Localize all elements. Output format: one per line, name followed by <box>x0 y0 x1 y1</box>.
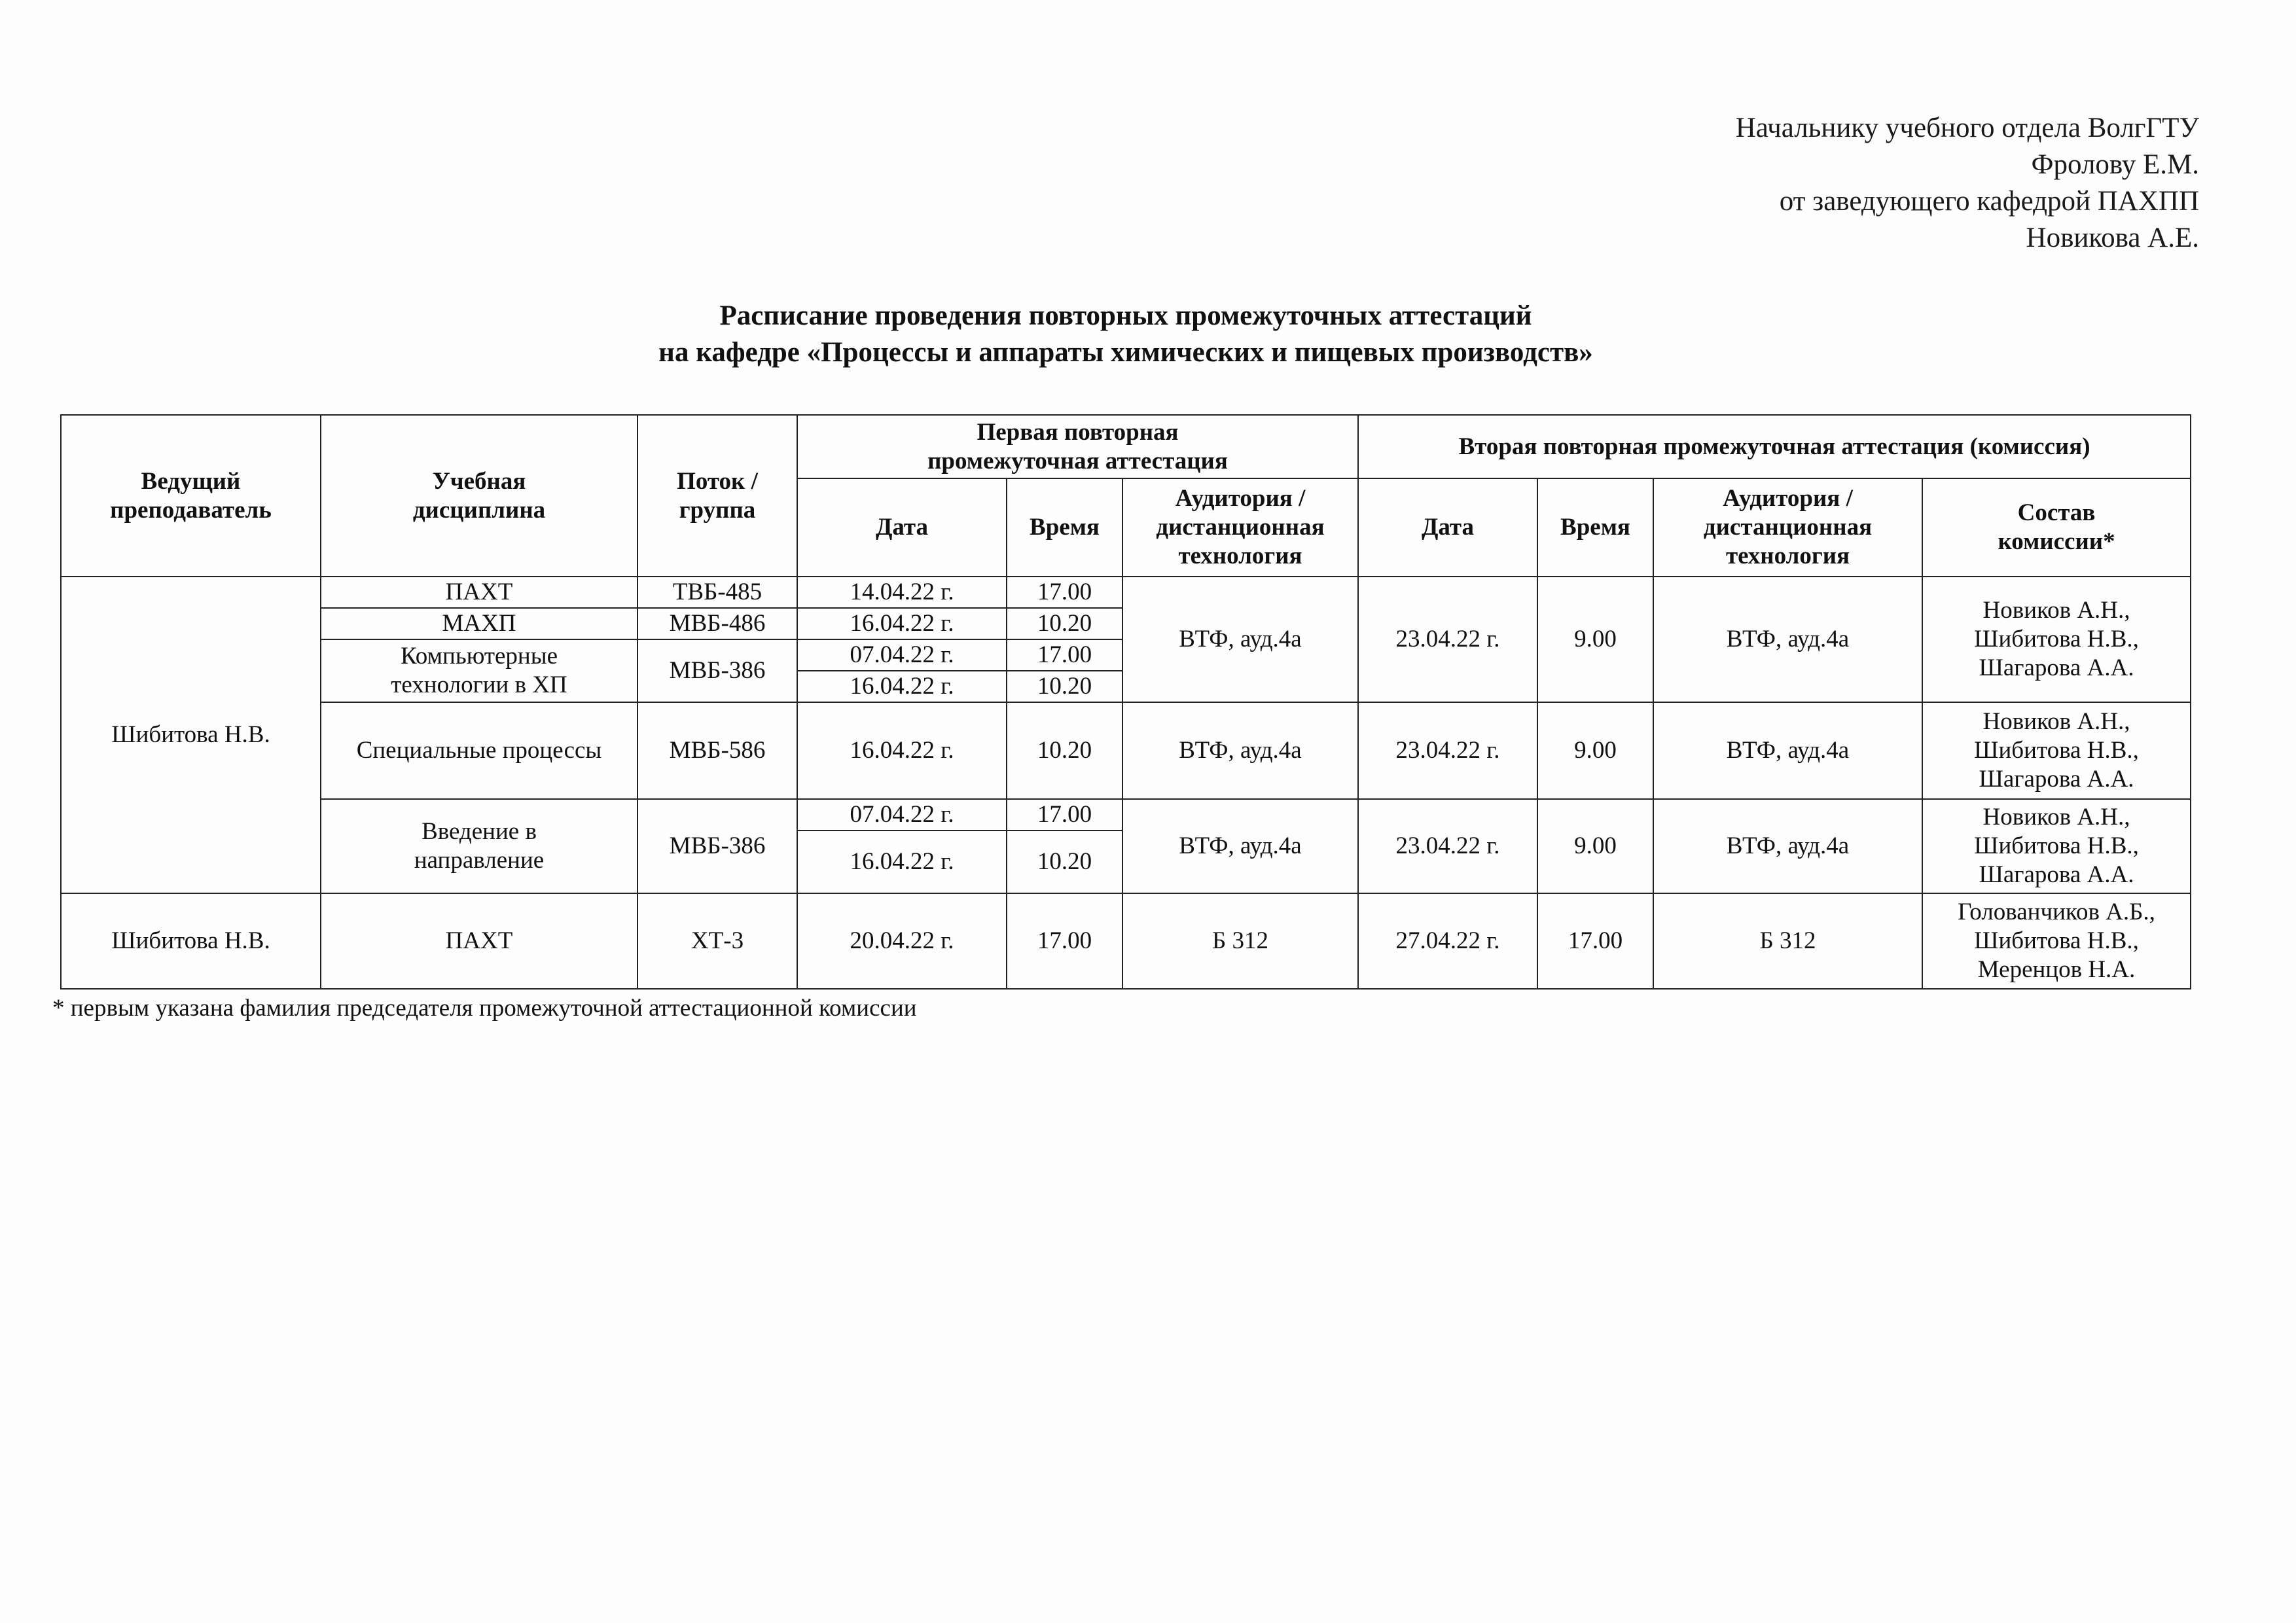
header-date: Дата <box>797 478 1007 577</box>
room-cell: ВТФ, ауд.4а <box>1122 577 1358 702</box>
addressee-block <box>1736 110 2199 257</box>
header-time-2: Время <box>1537 478 1653 577</box>
header-room: Аудитория / дистанционная технология <box>1122 478 1358 577</box>
time-cell: 10.20 <box>1007 671 1122 702</box>
addressee-line: Начальнику учебного отдела ВолгГТУ <box>1735 113 2199 143</box>
header-date-2: Дата <box>1358 478 1537 577</box>
time-cell: 17.00 <box>1007 893 1122 989</box>
room-cell: ВТФ, ауд.4а <box>1122 702 1358 799</box>
header-time: Время <box>1007 478 1122 577</box>
time2-cell: 9.00 <box>1537 577 1653 702</box>
room-cell: Б 312 <box>1122 893 1358 989</box>
table-row <box>61 893 2191 989</box>
date-cell: 16.04.22 г. <box>797 671 1007 702</box>
group-cell: МВБ-386 <box>637 639 797 702</box>
header-first-attestation: Первая повторная промежуточная аттестация <box>797 415 1358 478</box>
group-cell: ТВБ-485 <box>637 577 797 608</box>
room-cell: ВТФ, ауд.4а <box>1122 799 1358 893</box>
group-cell: МВБ-586 <box>637 702 797 799</box>
addressee-line: Фролову Е.М. <box>2031 149 2199 180</box>
date-cell: 16.04.22 г. <box>797 608 1007 639</box>
discipline-cell: Компьютерные технологии в ХП <box>321 639 637 702</box>
date2-cell: 27.04.22 г. <box>1358 893 1537 989</box>
header-room-2: Аудитория / дистанционная технология <box>1653 478 1922 577</box>
addressee-line: от заведующего кафедрой ПАХПП <box>1779 186 2199 217</box>
discipline-cell: ПАХТ <box>321 577 637 608</box>
date-cell: 20.04.22 г. <box>797 893 1007 989</box>
header-discipline: Учебная дисциплина <box>321 415 637 577</box>
commission-cell: Голованчиков А.Б., Шибитова Н.В., Меренцов Н.А. <box>1922 893 2191 989</box>
table-row <box>61 799 2191 830</box>
title-line: Расписание проведения повторных промежуточных аттестаций <box>719 300 1532 331</box>
header-commission: Состав комиссии* <box>1922 478 2191 577</box>
footnote: * первым указана фамилия председателя промежуточной аттестационной комиссии <box>52 995 917 1022</box>
commission-cell: Новиков А.Н., Шибитова Н.В., Шагарова А.А. <box>1922 577 2191 702</box>
time-cell: 17.00 <box>1007 799 1122 830</box>
commission-cell: Новиков А.Н., Шибитова Н.В., Шагарова А.А. <box>1922 799 2191 893</box>
time2-cell: 17.00 <box>1537 893 1653 989</box>
time-cell: 10.20 <box>1007 608 1122 639</box>
title-line: на кафедре «Процессы и аппараты химических и пищевых производств» <box>658 337 1593 368</box>
room2-cell: ВТФ, ауд.4а <box>1653 577 1922 702</box>
header-group: Поток / группа <box>637 415 797 577</box>
schedule-table <box>60 414 2191 990</box>
date2-cell: 23.04.22 г. <box>1358 799 1537 893</box>
time-cell: 10.20 <box>1007 702 1122 799</box>
date-cell: 16.04.22 г. <box>797 702 1007 799</box>
teacher-cell: Шибитова Н.В. <box>61 893 321 989</box>
commission-cell: Новиков А.Н., Шибитова Н.В., Шагарова А.А. <box>1922 702 2191 799</box>
date-cell: 07.04.22 г. <box>797 639 1007 671</box>
table-row <box>61 702 2191 799</box>
teacher-cell: Шибитова Н.В. <box>61 577 321 893</box>
date-cell: 07.04.22 г. <box>797 799 1007 830</box>
addressee-line: Новикова А.Е. <box>2026 223 2199 253</box>
group-cell: ХТ-3 <box>637 893 797 989</box>
time-cell: 17.00 <box>1007 639 1122 671</box>
discipline-cell: Специальные процессы <box>321 702 637 799</box>
room2-cell: Б 312 <box>1653 893 1922 989</box>
header-second-attestation: Вторая повторная промежуточная аттестация (комиссия) <box>1358 415 2191 478</box>
header-row <box>61 415 2191 478</box>
date-cell: 14.04.22 г. <box>797 577 1007 608</box>
date-cell: 16.04.22 г. <box>797 830 1007 893</box>
date2-cell: 23.04.22 г. <box>1358 702 1537 799</box>
document-title <box>0 298 2251 371</box>
room2-cell: ВТФ, ауд.4а <box>1653 799 1922 893</box>
time2-cell: 9.00 <box>1537 799 1653 893</box>
discipline-cell: МАХП <box>321 608 637 639</box>
discipline-cell: Введение в направление <box>321 799 637 893</box>
header-teacher: Ведущий преподаватель <box>61 415 321 577</box>
date2-cell: 23.04.22 г. <box>1358 577 1537 702</box>
table-row <box>61 577 2191 608</box>
group-cell: МВБ-386 <box>637 799 797 893</box>
time-cell: 17.00 <box>1007 577 1122 608</box>
time-cell: 10.20 <box>1007 830 1122 893</box>
time2-cell: 9.00 <box>1537 702 1653 799</box>
room2-cell: ВТФ, ауд.4а <box>1653 702 1922 799</box>
group-cell: МВБ-486 <box>637 608 797 639</box>
discipline-cell: ПАХТ <box>321 893 637 989</box>
